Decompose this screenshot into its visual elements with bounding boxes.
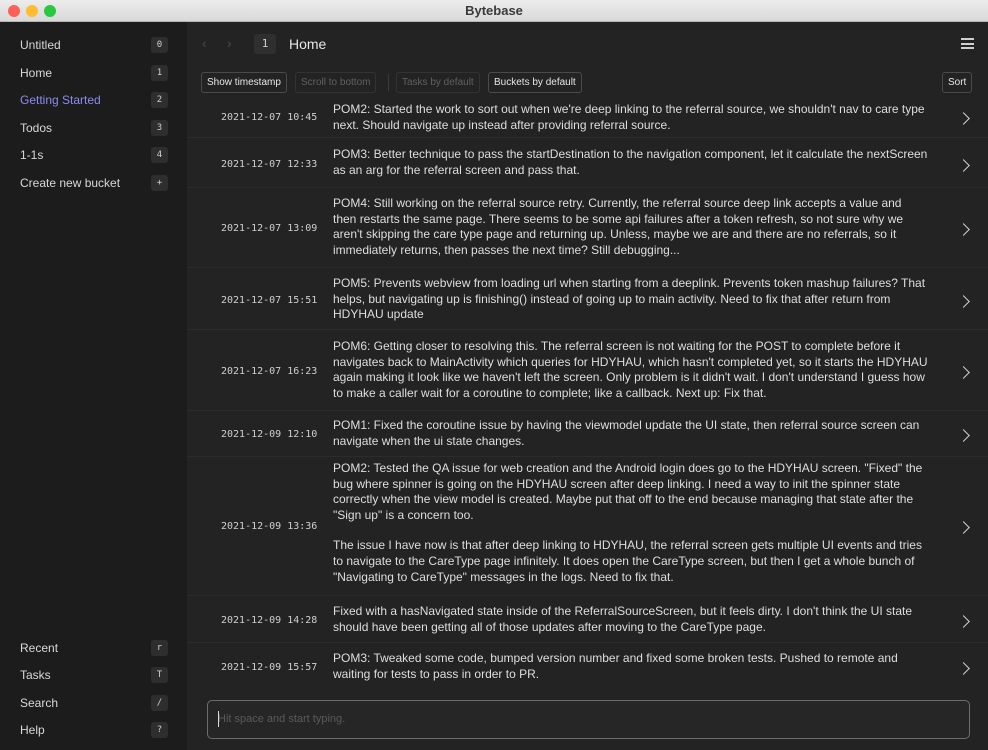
log-entry[interactable] [187, 643, 988, 692]
sort-button[interactable]: Sort [942, 72, 972, 93]
log-entry[interactable] [187, 330, 988, 411]
shortcut-key-badge: r [151, 640, 168, 656]
sidebar-item-label: Create new bucket [20, 176, 121, 190]
sidebar-item-search[interactable] [10, 691, 174, 715]
chevron-right-icon[interactable]: › [227, 35, 232, 51]
sidebar-item-recent[interactable] [10, 636, 174, 660]
entry-timestamp: 2021-12-09 15:57 [221, 662, 318, 673]
new-entry-box[interactable] [207, 700, 970, 739]
entry-timestamp: 2021-12-07 12:33 [221, 159, 318, 170]
chevron-right-icon[interactable] [957, 295, 970, 308]
shortcut-key-badge: ? [151, 722, 168, 738]
text-caret [218, 711, 219, 727]
entry-text: POM4: Still working on the referral source retry. Currently, the referral source deep link accepts a value and then restarts the same page. There seems to be some api failures after a token refresh, so not sure why we aren't skipping the care type page and returning up. Unless, maybe we are and there are no referrals, so it immediately returns, then passes the next time? Still debugging... [333, 196, 904, 257]
entry-timestamp: 2021-12-09 13:36 [221, 521, 318, 532]
log-entry[interactable] [187, 188, 988, 268]
chevron-right-icon[interactable] [957, 159, 970, 172]
main-panel [187, 22, 988, 750]
sidebar-item-todos[interactable] [10, 116, 174, 140]
show-timestamp-button[interactable]: Show timestamp [201, 72, 287, 93]
chevron-right-icon[interactable] [957, 662, 970, 675]
log-entry[interactable] [187, 138, 988, 188]
sidebar-item-label: Getting Started [20, 93, 101, 107]
entry-timestamp: 2021-12-09 14:28 [221, 615, 318, 626]
sidebar-item-label: Search [20, 696, 59, 710]
window-title: Bytebase [465, 3, 523, 18]
entry-text: POM3: Tweaked some code, bumped version number and fixed some broken tests. Pushed to remote and waiting for tests to pass in order to PR. [333, 651, 898, 681]
entry-text: POM3: Better technique to pass the startDestination to the navigation component, let it calculate the nextScreen as an arg for the referral screen and pass that. [333, 147, 928, 177]
sidebar-item-tasks[interactable] [10, 663, 174, 687]
sidebar-item-label: 1-1s [20, 148, 44, 162]
title-bar [0, 0, 988, 22]
shortcut-key-badge: T [151, 667, 168, 683]
sidebar-item-label: Recent [20, 641, 59, 655]
log-entry[interactable] [187, 98, 988, 138]
sidebar-item-untitled[interactable] [10, 33, 174, 57]
sidebar-item-label: Todos [20, 121, 53, 135]
log-entry[interactable] [187, 596, 988, 643]
shortcut-key-badge: 0 [151, 37, 168, 53]
shortcut-key-badge: 1 [151, 65, 168, 81]
chevron-right-icon[interactable] [957, 429, 970, 442]
entry-text: POM1: Fixed the coroutine issue by having the viewmodel update the UI state, then referral source screen can navigate when the ui state changes. [333, 418, 920, 448]
toolbar-divider [388, 74, 389, 91]
entry-timestamp: 2021-12-07 13:09 [221, 223, 318, 234]
chevron-right-icon[interactable] [957, 112, 970, 125]
scroll-to-bottom-button[interactable]: Scroll to bottom [295, 72, 376, 93]
entry-text: POM2: Tested the QA issue for web creation and the Android login does go to the HDYHAU screen. "Fixed" the bug where spinner is going on the HDYHAU screen after deep linking. I need a way to init the spinner state correctly when the view model is created. Maybe put that off to the end because managing that state after the "Sign up" is a concern too. The issue I have now is that after deep linking to HDYHAU, the referral screen gets multiple UI events and tries to navigate to the CareType page infinitely. It does open the CareType screen, but then I get a whole bunch of "Navigating to CareType" messages in the logs. Need to fix that. [333, 461, 923, 584]
page-number-badge: 1 [254, 34, 276, 54]
entry-text: POM2: Started the work to sort out when we're deep linking to the referral source, we shouldn't nav to care type next. Should navigate up instead after providing referral source. [333, 102, 925, 132]
sidebar-item-label: Help [20, 723, 45, 737]
entry-text: POM5: Prevents webview from loading url when starting from a deeplink. Prevents token mashup failures? That helps, but navigating up is finishing() instead of going up to main activity. Need to fix that after return from HDYHAU update [333, 276, 926, 322]
chevron-left-icon[interactable]: ‹ [202, 35, 207, 51]
entry-text: Fixed with a hasNavigated state inside of the ReferralSourceScreen, but it feels dirty. I don't think the UI state should have been getting all of those updates after moving to the CareType page. [333, 604, 913, 634]
sidebar-item-home[interactable] [10, 61, 174, 85]
page-title: Home [289, 36, 327, 52]
new-entry-input[interactable] [218, 710, 948, 728]
sidebar-item-label: Untitled [20, 38, 61, 52]
shortcut-key-badge: / [151, 695, 168, 711]
sidebar-item-label: Tasks [20, 668, 51, 682]
sidebar-item-1-1s[interactable] [10, 143, 174, 167]
chevron-right-icon[interactable] [957, 223, 970, 236]
entry-timestamp: 2021-12-07 10:45 [221, 112, 318, 123]
entry-timestamp: 2021-12-07 16:23 [221, 366, 318, 377]
entry-timestamp: 2021-12-07 15:51 [221, 295, 318, 306]
tasks-by-default-button[interactable]: Tasks by default [396, 72, 480, 93]
chevron-right-icon[interactable] [957, 366, 970, 379]
shortcut-key-badge: 3 [151, 120, 168, 136]
log-entry[interactable] [187, 457, 988, 596]
log-list [187, 98, 988, 692]
chevron-right-icon[interactable] [957, 521, 970, 534]
hamburger-menu-icon[interactable] [961, 38, 974, 49]
entry-text: POM6: Getting closer to resolving this. The referral screen is not waiting for the POST to complete before it navigates back to MainActivity which queries for HDYHAU, which hasn't completed yet, so it starts the HDYHAU again making it look like we haven't left the screen. Only problem is it didn't wait. I don't understand I guess how to make a caller wait for a coroutine to complete; like a callback. Next up: Fix that. [333, 339, 928, 400]
plus-icon: + [151, 175, 168, 191]
shortcut-key-badge: 2 [151, 92, 168, 108]
chevron-right-icon[interactable] [957, 615, 970, 628]
log-entry[interactable] [187, 268, 988, 330]
sidebar-item-label: Home [20, 66, 53, 80]
sidebar [0, 22, 187, 750]
log-entry[interactable] [187, 411, 988, 457]
sidebar-item-help[interactable] [10, 718, 174, 742]
sidebar-item-getting-started[interactable] [10, 88, 174, 112]
buckets-by-default-button[interactable]: Buckets by default [488, 72, 582, 93]
shortcut-key-badge: 4 [151, 147, 168, 163]
create-new-bucket-button[interactable] [10, 171, 174, 195]
entry-timestamp: 2021-12-09 12:10 [221, 429, 318, 440]
